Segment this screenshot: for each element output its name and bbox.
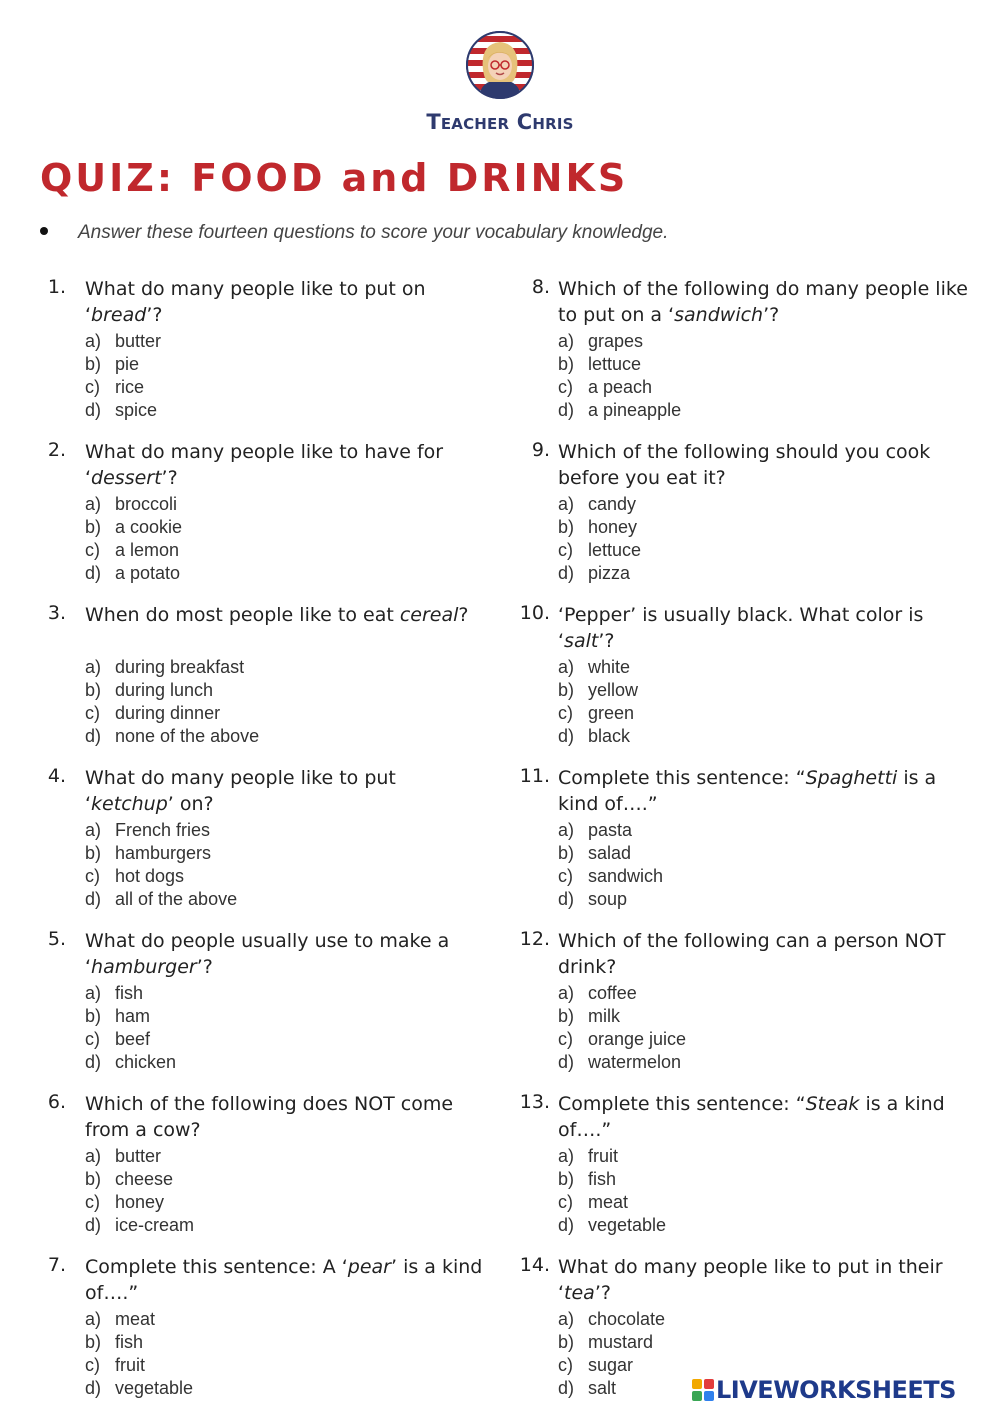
option-letter: d): [558, 400, 575, 420]
question-text-part: What do many people like to have for ‘: [85, 441, 444, 489]
option-text: fruit: [588, 1146, 619, 1166]
question-item: [44, 602, 484, 765]
question-text: [85, 439, 485, 491]
answer-option[interactable]: [558, 702, 638, 725]
question-text-part: ‘Pepper’ is usually black. What color is ‘: [558, 604, 924, 652]
question-number: 14.: [519, 1254, 550, 1276]
option-text: milk: [588, 1006, 620, 1026]
page-title: QUIZ: FOOD and DRINKS: [40, 156, 629, 200]
option-text: spice: [115, 400, 158, 420]
answer-option[interactable]: [85, 842, 237, 865]
option-text: candy: [588, 494, 637, 514]
question-text-part: When do most people like to eat: [85, 604, 400, 626]
question-text: [85, 1091, 485, 1143]
option-letter: a): [85, 657, 102, 677]
question-text: [85, 276, 485, 328]
answer-option[interactable]: [558, 1308, 665, 1331]
option-letter: b): [558, 517, 575, 537]
question-text-part: Which of the following does NOT come from a cow?: [85, 1093, 454, 1141]
answer-option[interactable]: [85, 1145, 194, 1168]
option-letter: c): [85, 1192, 100, 1212]
option-letter: b): [558, 1006, 575, 1026]
question-number: 13.: [519, 1091, 550, 1113]
answer-option[interactable]: [85, 1214, 194, 1237]
option-text: lettuce: [588, 540, 642, 560]
option-text: salt: [588, 1378, 617, 1398]
answer-option[interactable]: [558, 1168, 666, 1191]
question-item: [44, 439, 484, 602]
option-letter: b): [558, 354, 575, 374]
option-letter: a): [558, 494, 575, 514]
option-text: ice-cream: [115, 1215, 195, 1235]
option-letter: b): [85, 517, 102, 537]
option-text: fruit: [115, 1355, 146, 1375]
answer-option[interactable]: [558, 982, 686, 1005]
question-text-part: ?: [458, 604, 469, 626]
option-letter: c): [85, 703, 100, 723]
answer-option[interactable]: [558, 725, 638, 748]
answer-option[interactable]: [85, 562, 182, 585]
option-letter: d): [85, 400, 102, 420]
instruction: [40, 222, 668, 244]
question-number: 1.: [47, 276, 66, 298]
question-item: [502, 602, 972, 765]
answer-option[interactable]: [558, 376, 681, 399]
option-text: orange juice: [588, 1029, 687, 1049]
option-letter: a): [558, 1146, 575, 1166]
answer-options: [85, 819, 237, 911]
answer-option[interactable]: [85, 1191, 194, 1214]
answer-option[interactable]: [85, 819, 237, 842]
option-text: cheese: [115, 1169, 174, 1189]
question-number: 3.: [47, 602, 66, 624]
logo-text: LIVEWORKSHEETS: [716, 1376, 956, 1404]
question-item: [44, 1254, 484, 1417]
answer-option[interactable]: [558, 330, 681, 353]
question-text-part: ’?: [161, 467, 178, 489]
question-text-part: What do many people like to put ‘: [85, 767, 396, 815]
question-keyword: sandwich: [674, 304, 764, 326]
answer-option[interactable]: [558, 399, 681, 422]
question-item: [44, 765, 484, 928]
question-item: [44, 276, 484, 439]
option-text: fish: [588, 1169, 617, 1189]
option-text: rice: [115, 377, 145, 397]
header: [0, 30, 1000, 134]
option-text: ham: [115, 1006, 151, 1026]
answer-option[interactable]: [85, 1354, 193, 1377]
question-item: [502, 276, 972, 439]
question-item: [44, 1091, 484, 1254]
option-text: vegetable: [115, 1378, 194, 1398]
question-text-part: Complete this sentence: “: [558, 767, 806, 789]
option-text: a cookie: [115, 517, 183, 537]
option-text: butter: [115, 1146, 162, 1166]
question-keyword: Spaghetti: [805, 767, 898, 789]
option-text: sandwich: [588, 866, 664, 886]
option-letter: d): [558, 726, 575, 746]
answer-option[interactable]: [558, 1191, 666, 1214]
question-item: [502, 765, 972, 928]
answer-option[interactable]: [558, 1214, 666, 1237]
answer-options: [558, 982, 686, 1074]
option-text: grapes: [588, 331, 644, 351]
question-text: [558, 1091, 978, 1143]
option-text: chocolate: [588, 1309, 666, 1329]
answer-option[interactable]: [558, 1005, 686, 1028]
answer-option[interactable]: [85, 539, 182, 562]
option-letter: c): [558, 1029, 573, 1049]
question-keyword: ketchup: [91, 793, 168, 815]
question-text-part: ’?: [196, 956, 213, 978]
option-text: lettuce: [588, 354, 642, 374]
option-text: yellow: [588, 680, 639, 700]
option-letter: d): [558, 889, 575, 909]
answer-option[interactable]: [558, 1354, 665, 1377]
answer-option[interactable]: [558, 819, 663, 842]
option-letter: c): [85, 866, 100, 886]
answer-option[interactable]: [85, 1331, 193, 1354]
question-text-part: What do many people like to put in their ‘: [558, 1256, 943, 1304]
question-number: 12.: [519, 928, 550, 950]
option-letter: b): [85, 843, 102, 863]
option-letter: c): [85, 1029, 100, 1049]
question-text-part: Which of the following do many people like to put on a ‘: [558, 278, 968, 326]
answer-option[interactable]: [85, 1168, 194, 1191]
instruction-text: Answer these fourteen questions to score your vocabulary knowledge.: [78, 222, 669, 243]
question-text: [85, 1254, 485, 1306]
answer-options: [85, 493, 182, 585]
question-item: [502, 1091, 972, 1254]
option-text: watermelon: [588, 1052, 682, 1072]
answer-options: [558, 493, 641, 585]
answer-option[interactable]: [558, 516, 641, 539]
question-keyword: pear: [347, 1256, 391, 1278]
question-text: [558, 928, 978, 980]
option-letter: b): [85, 680, 102, 700]
option-letter: c): [558, 377, 573, 397]
question-keyword: hamburger: [91, 956, 197, 978]
question-keyword: tea: [564, 1282, 595, 1304]
answer-option[interactable]: [85, 888, 237, 911]
question-text-part: Which of the following can a person NOT drink?: [558, 930, 946, 978]
question-text-part: ’?: [146, 304, 163, 326]
answer-option[interactable]: [558, 842, 663, 865]
option-text: pie: [115, 354, 140, 374]
question-text-part: ’ on?: [167, 793, 214, 815]
question-keyword: Steak: [805, 1093, 860, 1115]
option-letter: b): [558, 843, 575, 863]
question-number: 4.: [47, 765, 66, 787]
question-item: [44, 928, 484, 1091]
question-number: 9.: [531, 439, 550, 461]
question-text-part: is a kind of….”: [558, 767, 937, 815]
option-text: during breakfast: [115, 657, 245, 677]
answer-options: [558, 819, 663, 911]
option-letter: d): [558, 1215, 575, 1235]
option-letter: a): [85, 494, 102, 514]
answer-option[interactable]: [85, 330, 161, 353]
answer-option[interactable]: [85, 1377, 193, 1400]
option-text: fish: [115, 983, 144, 1003]
question-text: [558, 276, 978, 328]
question-number: 6.: [47, 1091, 66, 1113]
option-text: black: [588, 726, 631, 746]
option-letter: a): [85, 1146, 102, 1166]
answer-option[interactable]: [558, 493, 641, 516]
bullet-icon: [40, 227, 48, 235]
answer-option[interactable]: [558, 1145, 666, 1168]
question-text-part: Complete this sentence: “: [558, 1093, 806, 1115]
option-text: green: [588, 703, 635, 723]
answer-option[interactable]: [85, 679, 259, 702]
answer-option[interactable]: [85, 493, 182, 516]
question-text-part: is a kind of….”: [558, 1093, 945, 1141]
question-number: 2.: [47, 439, 66, 461]
question-text-part: Which of the following should you cook before you eat it?: [558, 441, 931, 489]
question-item: [502, 439, 972, 602]
question-text-part: Complete this sentence: A ‘: [85, 1256, 348, 1278]
answer-option[interactable]: [85, 982, 176, 1005]
answer-option[interactable]: [558, 353, 681, 376]
option-text: coffee: [588, 983, 637, 1003]
option-letter: b): [85, 1169, 102, 1189]
option-text: beef: [115, 1029, 151, 1049]
option-letter: a): [85, 983, 102, 1003]
question-number: 7.: [47, 1254, 66, 1276]
option-letter: b): [558, 1169, 575, 1189]
question-text-part: ’ is a kind of….”: [85, 1256, 483, 1304]
option-letter: d): [85, 1215, 102, 1235]
option-letter: d): [558, 1378, 575, 1398]
question-keyword: cereal: [399, 604, 459, 626]
option-text: pizza: [588, 563, 631, 583]
answer-option[interactable]: [558, 1028, 686, 1051]
answer-options: [558, 1308, 665, 1400]
question-text-part: ’?: [594, 1282, 611, 1304]
brand-name: Teacher Chris: [426, 110, 574, 134]
questions-right-column: [502, 276, 972, 1417]
liveworksheets-logo[interactable]: [692, 1377, 956, 1403]
option-text: during dinner: [115, 703, 221, 723]
question-text: [558, 439, 978, 491]
answer-options: [85, 1145, 194, 1237]
option-letter: c): [558, 866, 573, 886]
option-letter: d): [558, 563, 575, 583]
question-text: [85, 765, 485, 817]
question-text-part: What do many people like to put on ‘: [85, 278, 426, 326]
option-letter: c): [558, 1192, 573, 1212]
option-text: mustard: [588, 1332, 654, 1352]
option-letter: b): [558, 680, 575, 700]
option-letter: b): [85, 354, 102, 374]
answer-option[interactable]: [85, 1005, 176, 1028]
option-text: meat: [115, 1309, 156, 1329]
option-letter: d): [85, 1378, 102, 1398]
answer-options: [85, 982, 176, 1074]
answer-options: [85, 1308, 193, 1400]
option-letter: a): [558, 1309, 575, 1329]
answer-option[interactable]: [85, 1051, 176, 1074]
question-number: 10.: [519, 602, 550, 624]
question-text: [558, 765, 978, 817]
option-letter: b): [85, 1006, 102, 1026]
option-text: butter: [115, 331, 162, 351]
answer-option[interactable]: [85, 516, 182, 539]
question-keyword: dessert: [91, 467, 162, 489]
question-text: [85, 602, 485, 628]
option-letter: d): [85, 726, 102, 746]
option-text: fish: [115, 1332, 144, 1352]
option-text: a potato: [115, 563, 181, 583]
answer-option[interactable]: [558, 539, 641, 562]
answer-options: [85, 330, 161, 422]
option-text: all of the above: [115, 889, 238, 909]
option-letter: b): [85, 1332, 102, 1352]
option-letter: b): [558, 1332, 575, 1352]
option-text: vegetable: [588, 1215, 667, 1235]
answer-option[interactable]: [85, 725, 259, 748]
answer-option[interactable]: [558, 1377, 665, 1400]
option-text: during lunch: [115, 680, 214, 700]
option-text: salad: [588, 843, 632, 863]
answer-option[interactable]: [85, 399, 161, 422]
option-letter: a): [85, 1309, 102, 1329]
option-text: French fries: [115, 820, 211, 840]
answer-option[interactable]: [558, 562, 641, 585]
option-text: white: [588, 657, 631, 677]
question-keyword: bread: [91, 304, 147, 326]
answer-option[interactable]: [85, 1308, 193, 1331]
answer-option[interactable]: [558, 1051, 686, 1074]
answer-option[interactable]: [85, 865, 237, 888]
question-keyword: salt: [564, 630, 599, 652]
option-text: pasta: [588, 820, 633, 840]
option-text: honey: [115, 1192, 165, 1212]
option-letter: c): [558, 703, 573, 723]
answer-option[interactable]: [85, 376, 161, 399]
option-letter: c): [85, 377, 100, 397]
option-letter: d): [85, 563, 102, 583]
option-letter: a): [85, 820, 102, 840]
option-letter: c): [558, 540, 573, 560]
question-text-part: ’?: [598, 630, 615, 652]
answer-option[interactable]: [85, 353, 161, 376]
option-text: hamburgers: [115, 843, 212, 863]
question-number: 8.: [531, 276, 550, 298]
answer-option[interactable]: [558, 1331, 665, 1354]
answer-option[interactable]: [85, 702, 259, 725]
question-text: [558, 602, 978, 654]
answer-option[interactable]: [558, 888, 663, 911]
answer-options: [85, 656, 259, 748]
answer-option[interactable]: [558, 865, 663, 888]
answer-option[interactable]: [558, 679, 638, 702]
liveworksheets-logo-icon: [692, 1379, 714, 1401]
option-letter: a): [85, 331, 102, 351]
question-number: 11.: [519, 765, 550, 787]
option-letter: a): [558, 331, 575, 351]
answer-options: [558, 1145, 666, 1237]
question-text-part: What do people usually use to make a ‘: [85, 930, 450, 978]
answer-option[interactable]: [85, 1028, 176, 1051]
option-letter: a): [558, 983, 575, 1003]
option-text: none of the above: [115, 726, 260, 746]
question-text: [85, 928, 485, 980]
option-text: soup: [588, 889, 628, 909]
option-letter: c): [85, 540, 100, 560]
questions-left-column: [44, 276, 484, 1417]
option-letter: a): [558, 657, 575, 677]
option-text: honey: [588, 517, 638, 537]
question-text-part: ’?: [763, 304, 780, 326]
option-letter: c): [85, 1355, 100, 1375]
option-letter: a): [558, 820, 575, 840]
option-text: a lemon: [115, 540, 180, 560]
question-item: [502, 928, 972, 1091]
answer-options: [558, 656, 638, 748]
option-letter: d): [85, 889, 102, 909]
option-text: a pineapple: [588, 400, 682, 420]
option-text: meat: [588, 1192, 629, 1212]
option-text: chicken: [115, 1052, 177, 1072]
option-letter: d): [558, 1052, 575, 1072]
option-letter: d): [85, 1052, 102, 1072]
option-text: broccoli: [115, 494, 178, 514]
option-text: hot dogs: [115, 866, 185, 886]
question-number: 5.: [47, 928, 66, 950]
answer-option[interactable]: [558, 656, 638, 679]
answer-options: [558, 330, 681, 422]
question-text: [558, 1254, 978, 1306]
option-letter: c): [558, 1355, 573, 1375]
option-text: a peach: [588, 377, 653, 397]
teacher-avatar-icon: [465, 30, 535, 100]
option-text: sugar: [588, 1355, 634, 1375]
answer-option[interactable]: [85, 656, 259, 679]
